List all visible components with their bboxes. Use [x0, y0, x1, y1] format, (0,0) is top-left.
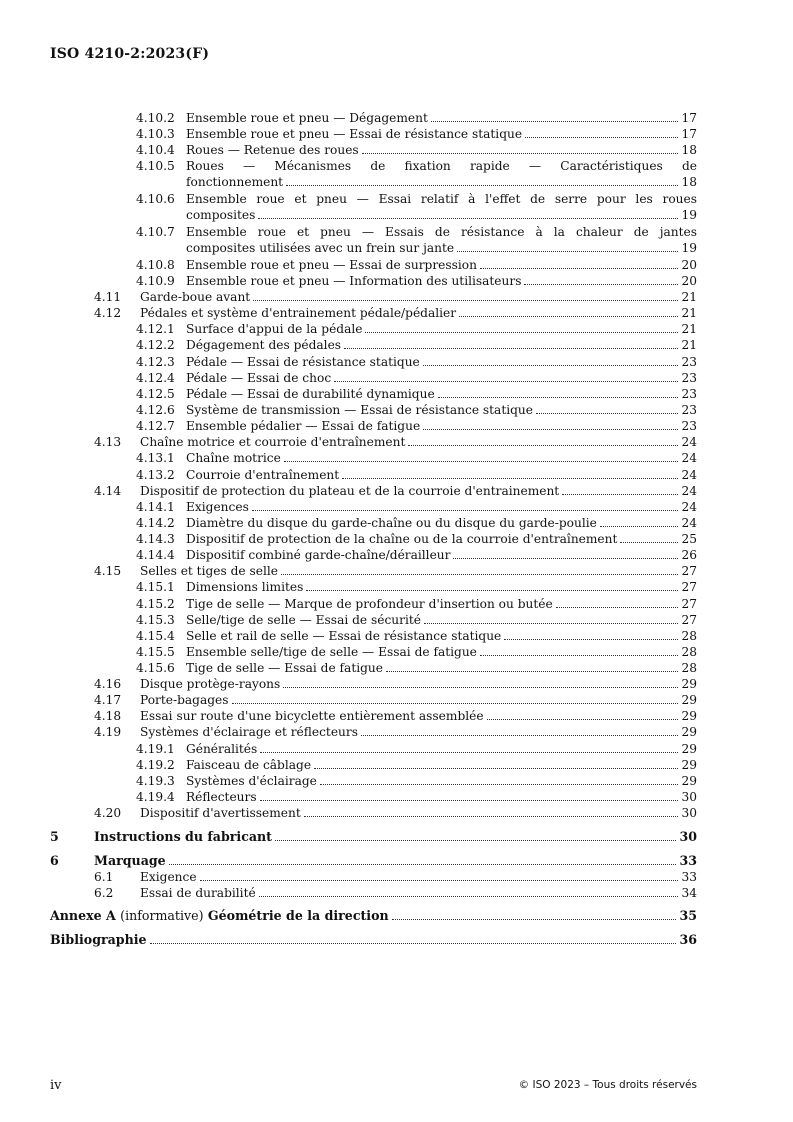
leader-dots — [524, 275, 678, 285]
leader-dots — [365, 323, 678, 333]
leader-dots — [556, 598, 678, 608]
leader-dots — [334, 372, 678, 382]
leader-dots — [286, 176, 678, 186]
leader-dots — [459, 307, 678, 317]
leader-dots — [362, 144, 678, 154]
leader-dots — [386, 662, 678, 672]
leader-dots — [342, 469, 678, 479]
leader-dots — [620, 533, 678, 543]
leader-dots — [344, 339, 678, 349]
leader-dots — [480, 259, 678, 269]
leader-dots — [275, 831, 676, 841]
leader-dots — [536, 404, 678, 414]
leader-dots — [423, 356, 678, 366]
leader-dots — [457, 242, 678, 252]
leader-dots — [525, 128, 678, 138]
leader-dots — [150, 934, 677, 944]
leader-dots — [169, 855, 677, 865]
leader-dots — [259, 887, 678, 897]
leader-dots — [258, 209, 678, 219]
page-number: iv — [50, 1078, 62, 1093]
leader-dots — [423, 420, 678, 430]
leader-dots — [504, 630, 678, 640]
leader-dots — [260, 791, 678, 801]
leader-dots — [281, 565, 678, 575]
leader-dots — [600, 517, 678, 527]
leader-dots — [424, 614, 678, 624]
copyright-notice: © ISO 2023 – Tous droits réservés — [518, 1079, 697, 1091]
leader-dots — [431, 112, 678, 122]
leader-dots — [304, 807, 678, 817]
leader-dots — [252, 501, 678, 511]
document-id: ISO 4210-2:2023(F) — [50, 46, 210, 62]
leader-dots — [320, 775, 678, 785]
leader-dots — [306, 581, 678, 591]
leader-dots — [361, 726, 678, 736]
leader-dots — [480, 646, 678, 656]
leader-dots — [487, 710, 678, 720]
leader-dots — [453, 549, 678, 559]
leader-dots — [562, 485, 678, 495]
leader-dots — [314, 759, 678, 769]
leader-dots — [408, 436, 678, 446]
leader-dots — [284, 452, 678, 462]
leader-dots — [260, 743, 678, 753]
leader-dots — [232, 694, 678, 704]
leader-dots — [283, 678, 678, 688]
leader-dots — [438, 388, 678, 398]
leader-dots — [392, 910, 677, 920]
leader-dots — [200, 871, 678, 881]
leader-dots — [253, 291, 678, 301]
